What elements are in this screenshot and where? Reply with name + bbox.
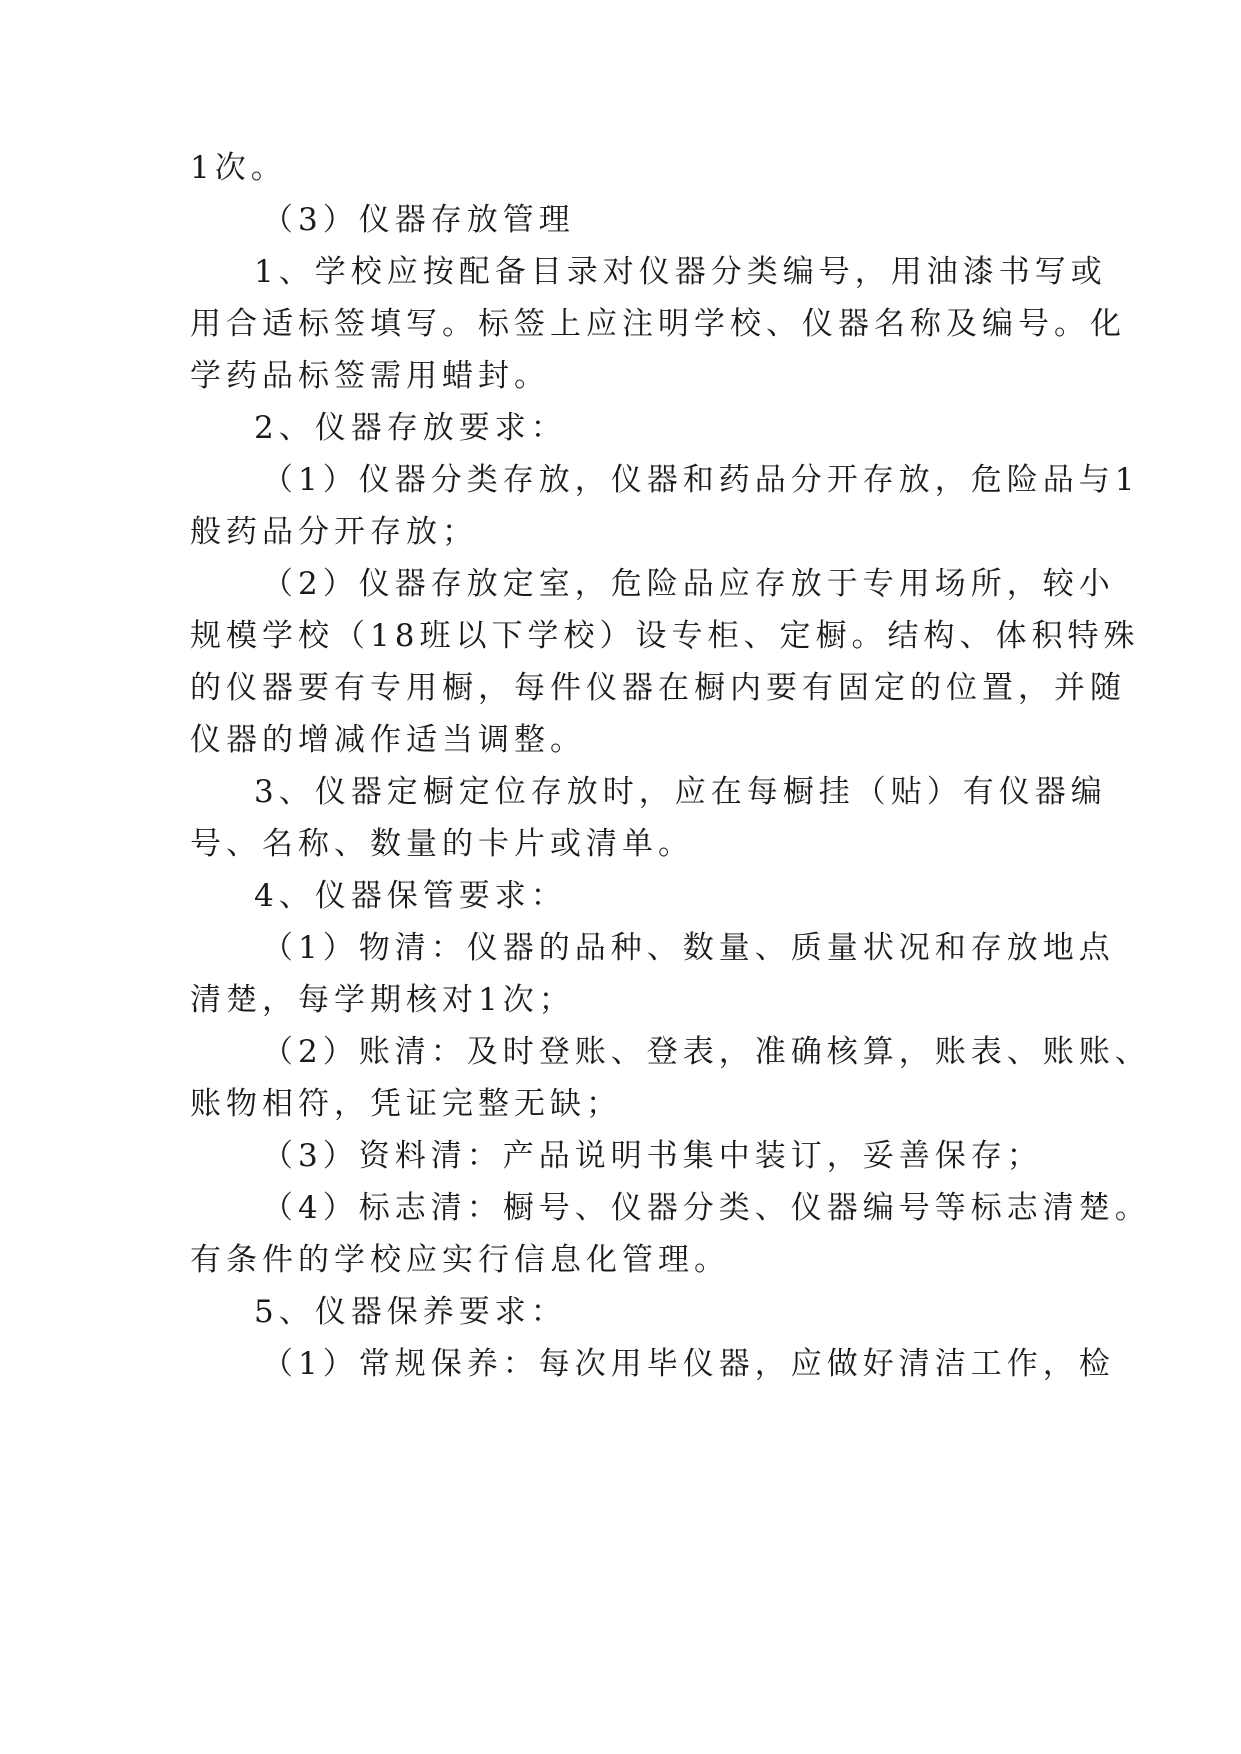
text-line: 账物相符，凭证完整无缺； xyxy=(190,1086,622,1122)
text-line: 的仪器要有专用橱，每件仪器在橱内要有固定的位置，并随 xyxy=(190,670,1126,706)
text-line: 学药品标签需用蜡封。 xyxy=(190,358,550,394)
text-line: 规模学校（18班以下学校）设专柜、定橱。结构、体积特殊 xyxy=(190,618,1140,654)
text-line: 清楚，每学期核对1次； xyxy=(190,982,575,1018)
text-line: 仪器的增减作适当调整。 xyxy=(190,722,586,758)
text-line: 3、仪器定橱定位存放时，应在每橱挂（贴）有仪器编 xyxy=(254,774,1107,810)
text-line: 般药品分开存放； xyxy=(190,514,478,550)
text-line: 号、名称、数量的卡片或清单。 xyxy=(190,826,694,862)
text-line: （3）资料清：产品说明书集中装订，妥善保存； xyxy=(262,1138,1043,1174)
text-line: （1）常规保养：每次用毕仪器，应做好清洁工作，检 xyxy=(262,1346,1115,1382)
text-line: （1）仪器分类存放，仪器和药品分开存放，危险品与1 xyxy=(262,462,1140,498)
text-line: （2）账清：及时登账、登表，准确核算，账表、账账、 xyxy=(262,1034,1151,1070)
text-line: （1）物清：仪器的品种、数量、质量状况和存放地点 xyxy=(262,930,1115,966)
text-line: 2、仪器存放要求： xyxy=(254,410,567,446)
section-heading: （3）仪器存放管理 xyxy=(262,202,575,238)
text-line: 4、仪器保管要求： xyxy=(254,878,567,914)
text-line: 1次。 xyxy=(190,150,287,186)
text-line: 有条件的学校应实行信息化管理。 xyxy=(190,1242,730,1278)
text-line: 1、学校应按配备目录对仪器分类编号，用油漆书写或 xyxy=(254,254,1107,290)
text-line: 用合适标签填写。标签上应注明学校、仪器名称及编号。化 xyxy=(190,306,1126,342)
text-line: （4）标志清：橱号、仪器分类、仪器编号等标志清楚。 xyxy=(262,1190,1151,1226)
text-line: （2）仪器存放定室，危险品应存放于专用场所，较小 xyxy=(262,566,1115,602)
text-line: 5、仪器保养要求： xyxy=(254,1294,567,1330)
